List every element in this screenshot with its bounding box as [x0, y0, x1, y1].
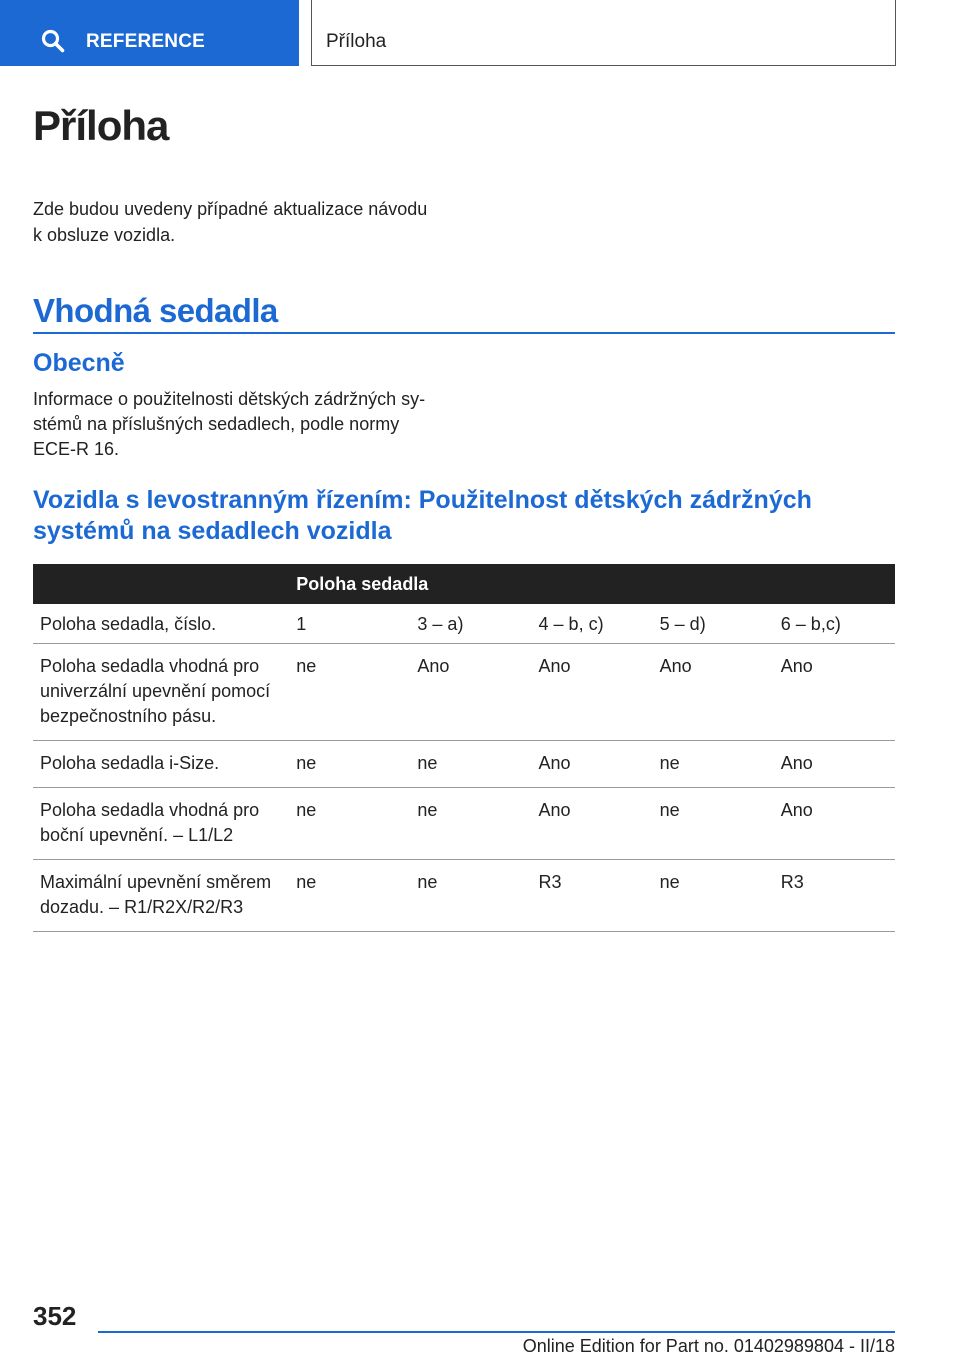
table-cell: ne	[289, 788, 410, 860]
footer-edition-text: Online Edition for Part no. 01402989804 - II/18	[522, 1336, 895, 1356]
table-cell: 4 – b, c)	[532, 604, 653, 644]
table-cell: 6 – b,c)	[774, 604, 895, 644]
intro-line: Zde budou uvedeny případné aktualizace návodu	[33, 199, 428, 219]
table-cell: Ano	[774, 788, 895, 860]
table-header-cell	[33, 564, 289, 604]
intro-text	[33, 196, 463, 248]
table-cell: Ano	[653, 644, 774, 741]
reference-tab-label: REFERENCE	[86, 31, 205, 52]
table-cell: 1	[289, 604, 410, 644]
table-cell: 5 – d)	[653, 604, 774, 644]
seat-suitability-table	[33, 564, 895, 932]
table-cell: Ano	[532, 788, 653, 860]
table-cell: ne	[653, 860, 774, 932]
table-cell: ne	[410, 860, 531, 932]
table-cell: ne	[289, 644, 410, 741]
table-cell: 3 – a)	[410, 604, 531, 644]
table-cell: ne	[653, 788, 774, 860]
table-header-row	[33, 564, 895, 604]
table-cell: Poloha sedadla i-Size.	[33, 741, 289, 788]
footer-divider	[98, 1331, 895, 1333]
table-row	[33, 604, 895, 644]
table-cell: R3	[532, 860, 653, 932]
table-cell: ne	[410, 788, 531, 860]
section-heading: Vhodná sedadla	[33, 292, 278, 329]
subsection-text	[33, 387, 463, 462]
table-cell: Poloha sedadla vhodná pro boční upevnění. – L1/L2	[33, 788, 289, 860]
table-row	[33, 741, 895, 788]
table-cell: ne	[289, 741, 410, 788]
table-cell: Poloha sedadla, číslo.	[33, 604, 289, 644]
table-header-cell: Poloha sedadla	[289, 564, 895, 604]
search-icon	[40, 28, 66, 54]
table-cell: Poloha sedadla vhodná pro univerzální upevnění pomocí bezpečnostního pásu.	[33, 644, 289, 741]
table-row	[33, 788, 895, 860]
table-cell: Ano	[774, 741, 895, 788]
table-heading	[33, 485, 895, 547]
table-heading-line: Vozidla s levostranným řízením: Použitelnost dětských zádržných	[33, 486, 812, 514]
table-cell: ne	[289, 860, 410, 932]
subsection-line: ECE-R 16.	[33, 439, 120, 459]
table-cell: R3	[774, 860, 895, 932]
table-cell: Ano	[774, 644, 895, 741]
reference-tab[interactable]	[0, 0, 299, 66]
page-number: 352	[33, 1301, 77, 1331]
table-cell: Ano	[410, 644, 531, 741]
page-title: Příloha	[33, 102, 169, 149]
table-heading-line: systémů na sedadlech vozidla	[33, 517, 392, 545]
breadcrumb	[311, 0, 896, 66]
subsection-line: Informace o použitelnosti dětských zádržných sy-	[33, 389, 426, 409]
table-cell: ne	[653, 741, 774, 788]
breadcrumb-label[interactable]: Příloha	[326, 31, 387, 52]
subsection-line: stémů na příslušných sedadlech, podle normy	[33, 414, 400, 434]
table-cell: Ano	[532, 741, 653, 788]
table-cell: Maximální upevnění směrem dozadu. – R1/R2X/R2/R3	[33, 860, 289, 932]
section-divider	[33, 332, 895, 334]
table-cell: ne	[410, 741, 531, 788]
table-row	[33, 644, 895, 741]
table-cell: Ano	[532, 644, 653, 741]
subsection-heading: Obecně	[33, 349, 125, 377]
intro-line: k obsluze vozidla.	[33, 225, 176, 245]
table-row	[33, 860, 895, 932]
